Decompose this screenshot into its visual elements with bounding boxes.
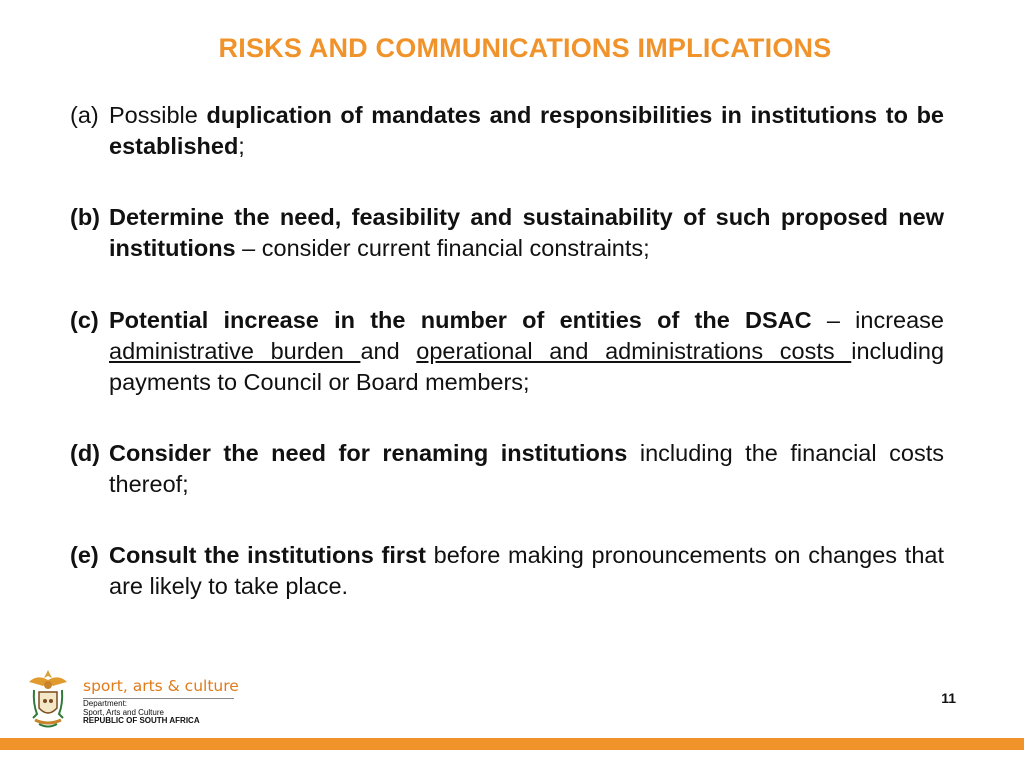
item-bold-text: Consult the institutions first [109, 542, 426, 568]
item-text [109, 100, 944, 162]
list-item-d [70, 438, 944, 500]
item-post-text: – consider current financial constraints; [235, 235, 650, 261]
item-mid-text: and [360, 338, 417, 364]
item-bold-text: Determine the need, feasibility and sustainability of such proposed new institutions [109, 204, 944, 261]
item-bold-text: Consider the need for renaming institutions [109, 440, 628, 466]
item-text [109, 202, 944, 264]
dept-label: Department: [83, 699, 128, 708]
page-number: 11 [941, 690, 956, 706]
item-marker: (e) [70, 542, 99, 568]
item-pre-text: Possible [109, 102, 207, 128]
item-post-text: including payments to Council or Board members; [109, 338, 945, 395]
item-post-text: before making pronouncements on changes that are likely to take place. [109, 542, 944, 599]
item-text [109, 438, 944, 500]
list-item-a [70, 100, 944, 162]
dept-name: Sport, Arts and Culture [83, 707, 164, 717]
list-item-c [70, 305, 944, 398]
item-underlined-text: operational and administrations costs [416, 338, 852, 364]
department-block [83, 700, 200, 726]
slide-title: RISKS AND COMMUNICATIONS IMPLICATIONS [218, 33, 832, 63]
item-post-text: including the financial costs thereof; [109, 440, 944, 497]
item-bold-text: duplication of mandates and responsibilities in institutions to be established [109, 102, 944, 159]
item-marker: (c) [70, 307, 99, 333]
item-post-text: ; [238, 133, 245, 159]
coat-of-arms-icon [25, 668, 71, 730]
item-underlined-text: administrative burden [109, 338, 361, 364]
item-mid-text: – increase [811, 307, 944, 333]
item-text [109, 305, 944, 398]
item-bold-text: Potential increase in the number of entities of the DSAC [109, 307, 812, 333]
item-marker: (d) [70, 440, 101, 466]
footer-accent-bar [0, 738, 1024, 750]
list-item-e [70, 540, 944, 602]
item-marker: (a) [70, 102, 99, 128]
item-text [109, 540, 944, 602]
item-marker: (b) [70, 204, 101, 230]
brand-name: sport, arts & culture [83, 677, 239, 695]
list-item-b [70, 202, 944, 264]
country-name: REPUBLIC OF SOUTH AFRICA [83, 716, 200, 725]
